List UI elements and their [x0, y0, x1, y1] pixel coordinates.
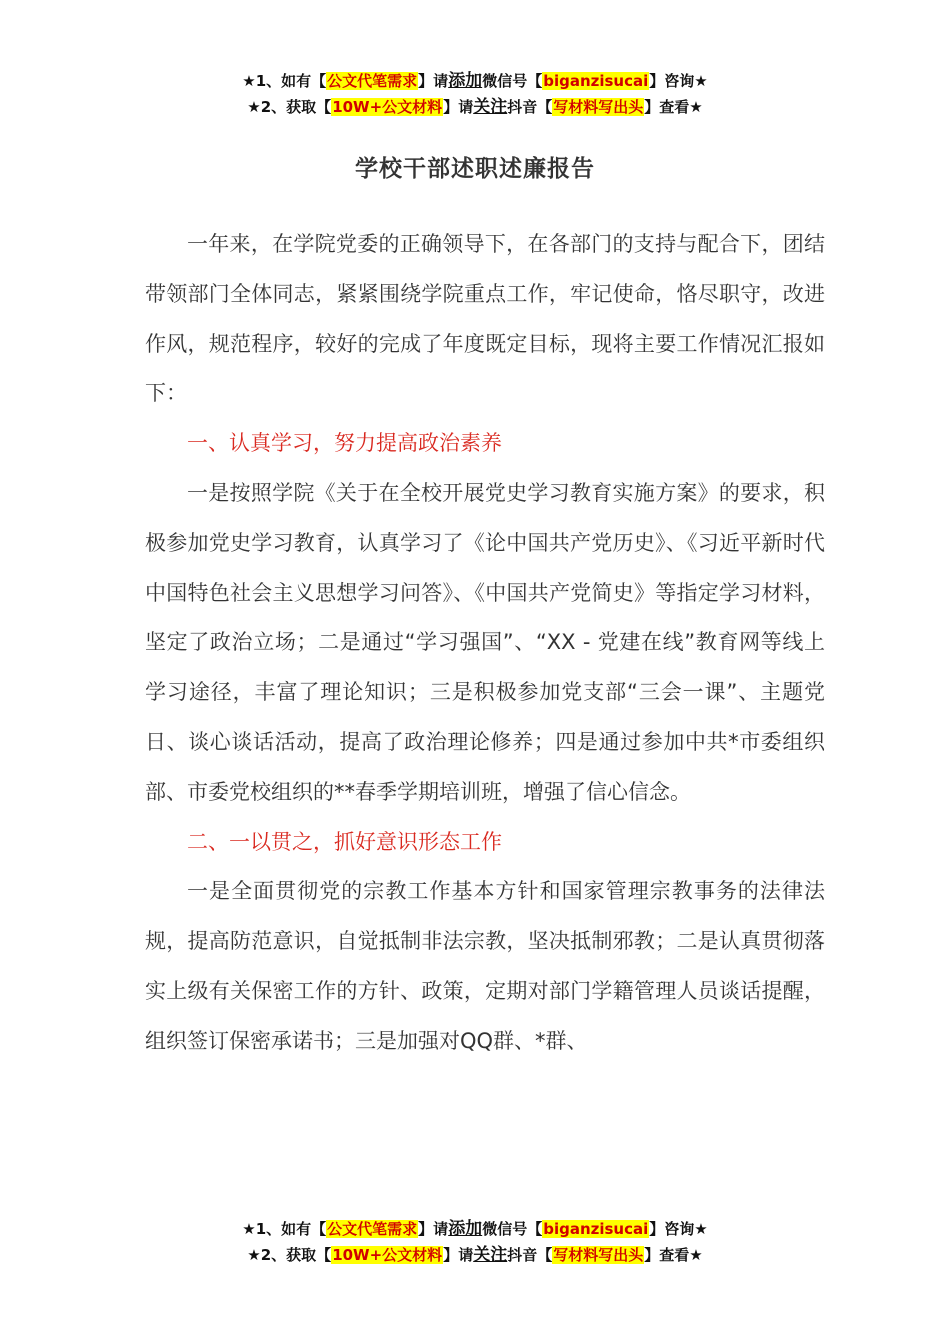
- banner-underline: 关注: [473, 97, 508, 117]
- banner-highlight: biganzisucai: [543, 72, 649, 90]
- banner-underline: 添加: [448, 1219, 483, 1239]
- banner-text: 】咨询★: [649, 72, 708, 90]
- banner-highlight: 公文代笔需求: [327, 72, 418, 90]
- banner-highlight: 10W+公文材料: [332, 98, 443, 116]
- banner-text: 】请: [443, 1246, 474, 1264]
- banner-text: 微信号【: [482, 1220, 543, 1238]
- banner-text: ★1、如有【: [242, 72, 327, 90]
- section-2-paragraph: 一是全面贯彻党的宗教工作基本方针和国家管理宗教事务的法律法规，提高防范意识，自觉抵制非法宗教，坚决抵制邪教；二是认真贯彻落实上级有关保密工作的方针、政策，定期对部门学籍管理人员谈话提醒，组织签订保密承诺书；三是加强对QQ群、*群、: [145, 879, 825, 1053]
- footer-banner: [0, 1216, 950, 1268]
- banner-underline: 关注: [473, 1245, 508, 1265]
- banner-highlight: biganzisucai: [543, 1220, 649, 1238]
- banner-line-2: [0, 1242, 950, 1268]
- banner-line-2: [0, 94, 950, 120]
- banner-text: 微信号【: [482, 72, 543, 90]
- section-1-paragraph: 一是按照学院《关于在全校开展党史学习教育实施方案》的要求，积极参加党史学习教育，认真学习了《论中国共产党历史》、《习近平新时代中国特色社会主义思想学习问答》、《中国共产党简史》等指定学习材料，坚定了政治立场；二是通过“学习强国”、“XX - 党建在线”教育网等线上学习途径，丰富了理论知识；三是积极参加党支部“三会一课”、主题党日、谈心谈话活动，提高了政治理论修养；四是通过参加中共*市委组织部、市委党校组织的**春季学期培训班，增强了信心信念。: [145, 480, 825, 804]
- banner-highlight: 10W+公文材料: [332, 1246, 443, 1264]
- header-banner: [0, 68, 950, 120]
- banner-highlight: 写材料写出头: [553, 1246, 644, 1264]
- section-2-heading: 二、一以贯之，抓好意识形态工作: [187, 829, 502, 854]
- document-title: 学校干部述职述廉报告: [355, 156, 595, 182]
- banner-highlight: 写材料写出头: [553, 98, 644, 116]
- banner-text: 】查看★: [644, 98, 703, 116]
- banner-text: 抖音【: [507, 98, 553, 116]
- banner-text: ★1、如有【: [242, 1220, 327, 1238]
- banner-text: ★2、获取【: [247, 98, 332, 116]
- banner-text: 】请: [418, 1220, 449, 1238]
- intro-paragraph: 一年来，在学院党委的正确领导下，在各部门的支持与配合下，团结带领部门全体同志，紧紧围绕学院重点工作，牢记使命，恪尽职守，改进作风，规范程序，较好的完成了年度既定目标，现将主要工作情况汇报如下：: [145, 232, 825, 406]
- banner-text: 】查看★: [644, 1246, 703, 1264]
- section-1-heading: 一、认真学习，努力提高政治素养: [187, 431, 502, 456]
- banner-text: 】咨询★: [649, 1220, 708, 1238]
- banner-text: ★2、获取【: [247, 1246, 332, 1264]
- banner-line-1: [0, 1216, 950, 1242]
- banner-text: 】请: [443, 98, 474, 116]
- banner-text: 抖音【: [507, 1246, 553, 1264]
- banner-highlight: 公文代笔需求: [327, 1220, 418, 1238]
- banner-line-1: [0, 68, 950, 94]
- banner-text: 】请: [418, 72, 449, 90]
- banner-underline: 添加: [448, 71, 483, 91]
- document-body: [145, 220, 825, 1067]
